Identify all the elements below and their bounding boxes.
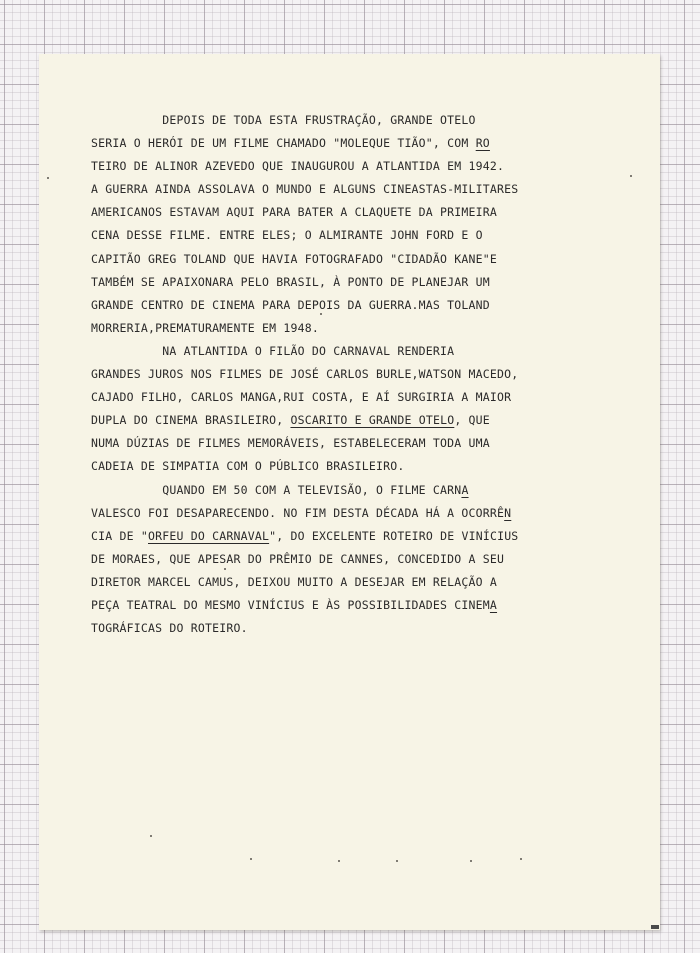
text-line (91, 340, 591, 363)
ink-speck (630, 175, 632, 177)
text-line (91, 502, 591, 525)
text-line-segment: VALESCO FOI DESAPARECENDO. NO FIM DESTA DÉCADA HÁ A OCORRÊ (91, 505, 505, 520)
text-line-segment: DIRETOR MARCEL CAMUS, DEIXOU MUITO A DESEJAR EM RELAÇÃO A (91, 574, 498, 589)
underlined-text: RO (475, 136, 490, 151)
text-line-segment: MORRERIA,PREMATURAMENTE EM 1948. (91, 320, 319, 335)
text-line (91, 455, 591, 478)
ink-speck (320, 313, 322, 315)
text-line-segment: GRANDE CENTRO DE CINEMA PARA DEPOIS DA GUERRA.MAS TOLAND (91, 297, 490, 312)
text-line-segment: CADEIA DE SIMPATIA COM O PÚBLICO BRASILEIRO. (91, 459, 405, 474)
text-line-segment: AMERICANOS ESTAVAM AQUI PARA BATER A CLAQUETE DA PRIMEIRA (91, 205, 498, 220)
text-line (91, 109, 591, 132)
text-line-segment: A GUERRA AINDA ASSOLAVA O MUNDO E ALGUNS CINEASTAS-MILITARES (91, 182, 519, 197)
ink-speck (47, 177, 49, 179)
text-line (91, 363, 591, 386)
text-line-segment: GRANDES JUROS NOS FILMES DE JOSÉ CARLOS BURLE,WATSON MACEDO, (91, 367, 519, 382)
text-line (91, 132, 591, 155)
text-line-segment: CENA DESSE FILME. ENTRE ELES; O ALMIRANTE JOHN FORD E O (91, 228, 483, 243)
text-line (91, 479, 591, 502)
ink-speck (150, 835, 152, 837)
ink-speck (396, 860, 398, 862)
underlined-text: N (504, 505, 512, 520)
text-line-segment: , QUE (454, 413, 490, 428)
text-line (91, 594, 591, 617)
text-line-segment: PEÇA TEATRAL DO MESMO VINÍCIUS E ÀS POSSIBILIDADES CINEM (91, 597, 490, 612)
text-line-segment: ", DO EXCELENTE ROTEIRO DE VINÍCIUS (269, 528, 519, 543)
text-line-segment: DUPLA DO CINEMA BRASILEIRO, (91, 413, 291, 428)
text-line-segment: NUMA DÚZIAS DE FILMES MEMORÁVEIS, ESTABELECERAM TODA UMA (91, 436, 490, 451)
text-line (91, 178, 591, 201)
text-line (91, 571, 591, 594)
text-line-segment: CAPITÃO GREG TOLAND QUE HAVIA FOTOGRAFADO "CIDADÃO KANE"E (91, 251, 498, 266)
text-line (91, 386, 591, 409)
text-line-segment: TOGRÁFICAS DO ROTEIRO. (91, 621, 248, 636)
text-line (91, 432, 591, 455)
text-line (91, 271, 591, 294)
underlined-text: A (489, 597, 498, 612)
text-line (91, 317, 591, 340)
ink-speck (224, 568, 226, 570)
text-line (91, 201, 591, 224)
ink-speck (338, 860, 340, 862)
text-line (91, 248, 591, 271)
ink-speck (520, 858, 522, 860)
underlined-text: ORFEU DO CARNAVAL (148, 528, 270, 543)
text-line (91, 525, 591, 548)
text-line-segment: TAMBÉM SE APAIXONARA PELO BRASIL, À PONTO DE PLANEJAR UM (91, 274, 490, 289)
text-line-segment: CIA DE " (91, 528, 148, 543)
text-line (91, 224, 591, 247)
text-line-segment: TEIRO DE ALINOR AZEVEDO QUE INAUGUROU A ATLANTIDA EM 1942. (91, 159, 505, 174)
underlined-text: OSCARITO E GRANDE OTELO (290, 413, 455, 428)
text-line (91, 155, 591, 178)
corner-tape-mark (651, 925, 659, 929)
text-line (91, 548, 591, 571)
ink-speck (470, 860, 472, 862)
text-line-segment: CAJADO FILHO, CARLOS MANGA,RUI COSTA, E AÍ SURGIRIA A MAIOR (91, 390, 512, 405)
text-line (91, 409, 591, 432)
text-line-segment: DEPOIS DE TODA ESTA FRUSTRAÇÃO, GRANDE OTELO (91, 113, 476, 127)
typed-text-body (91, 109, 591, 640)
text-line (91, 617, 591, 640)
text-line-segment: NA ATLANTIDA O FILÃO DO CARNAVAL RENDERIA (91, 343, 455, 358)
text-line-segment: QUANDO EM 50 COM A TELEVISÃO, O FILME CARN (91, 482, 462, 497)
text-line-segment: DE MORAES, QUE APESAR DO PRÊMIO DE CANNES, CONCEDIDO A SEU (91, 551, 505, 566)
underlined-text: A (461, 482, 469, 497)
text-line (91, 294, 591, 317)
ink-speck (250, 858, 252, 860)
text-line-segment: SERIA O HERÓI DE UM FILME CHAMADO "MOLEQUE TIÃO", COM (91, 136, 476, 151)
